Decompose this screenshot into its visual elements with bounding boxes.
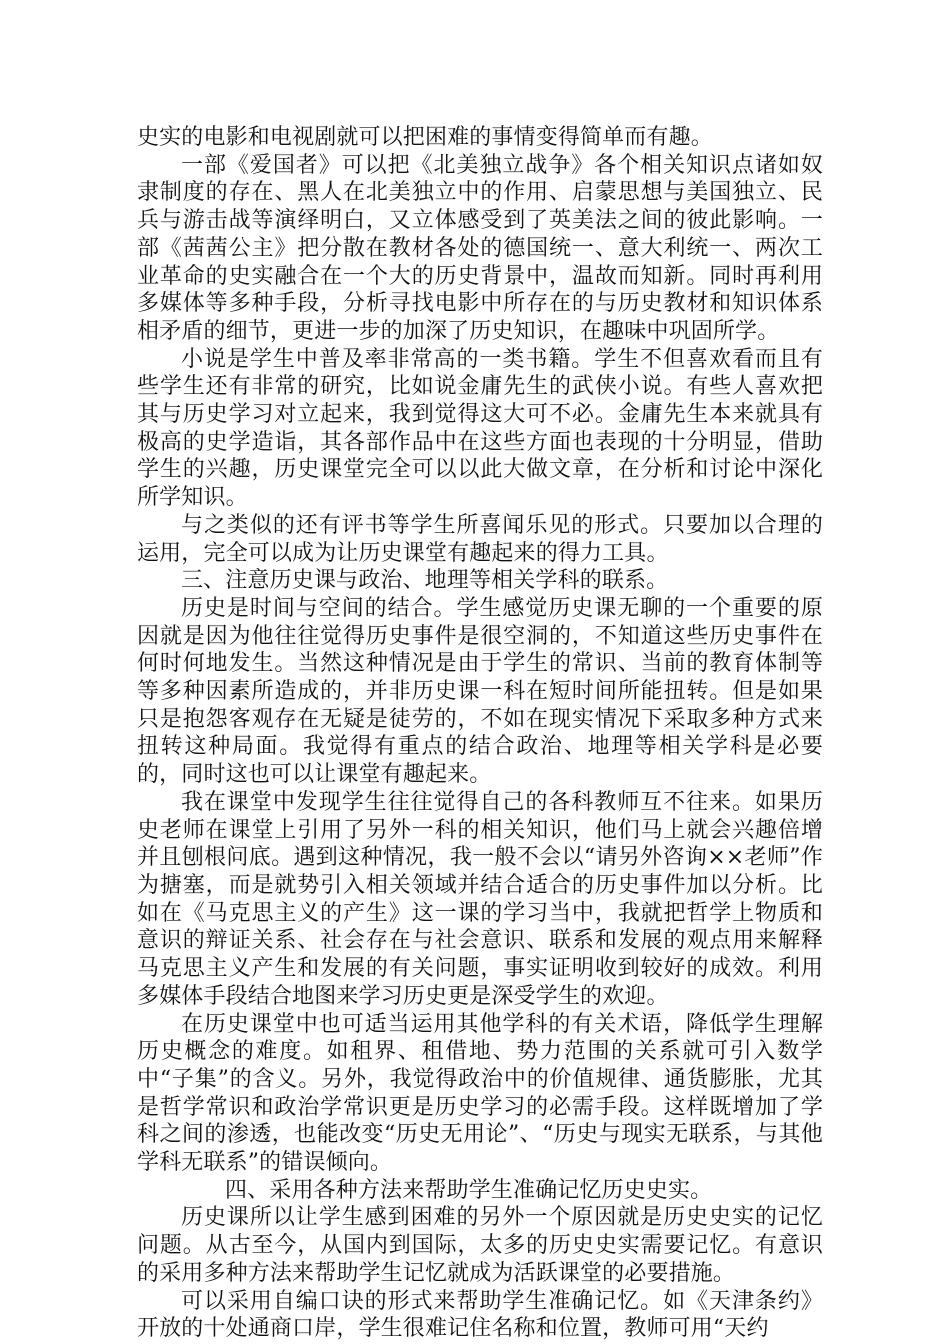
body-text (137, 124, 823, 1343)
paragraph-mnemonic: 可以采用自编口诀的形式来帮助学生准确记忆。如《天津条约》开放的十处通商口岸，学生很难记住名称和位置，教师可用“天约 (137, 1288, 823, 1342)
paragraph-cross-subject: 我在课堂中发现学生往往觉得自己的各科教师互不往来。如果历史老师在课堂上引用了另外一科的相关知识，他们马上就会兴趣倍增并且刨根问底。遇到这种情况，我一般不会以“请另外咨询××老师”作为搪塞，而是就势引入相关领域并结合适合的历史事件加以分析。比如在《马克思主义的产生》这一课的学习当中，我就把哲学上物质和意识的辩证关系、社会存在与社会意识、联系和发展的观点用来解释马克思主义产生和发展的有关问题，事实证明收到较好的成效。利用多媒体手段结合地图来学习历史更是深受学生的欢迎。 (137, 789, 823, 1009)
paragraph-memory-problem: 历史课所以让学生感到困难的另外一个原因就是历史史实的记忆问题。从古至今，从国内到国际，太多的历史史实需要记忆。有意识的采用多种方法来帮助学生记忆就成为活跃课堂的必要措施。 (137, 1205, 823, 1286)
paragraph-time-space: 历史是时间与空间的结合。学生感觉历史课无聊的一个重要的原因就是因为他往往觉得历史事件是很空洞的，不知道这些历史事件在何时何地发生。当然这种情况是由于学生的常识、当前的教育体制等等多种因素所造成的，并非历史课一科在短时间所能扭转。但是如果只是抱怨客观存在无疑是徒劳的，不如在现实情况下采取多种方式来扭转这种局面。我觉得有重点的结合政治、地理等相关学科是必要的，同时这也可以让课堂有趣起来。 (137, 595, 823, 788)
section-heading-four: 四、采用各种方法来帮助学生准确记忆历史史实。 (225, 1177, 713, 1203)
paragraph-patriot-film: 一部《爱国者》可以把《北美独立战争》各个相关知识点诸如奴隶制度的存在、黑人在北美独立中的作用、启蒙思想与美国独立、民兵与游击战等演绎明白，又立体感受到了英美法之间的彼此影响。一部《茜茜公主》把分散在教材各处的德国统一、意大利统一、两次工业革命的史实融合在一个大的历史背景中，温故而知新。同时再利用多媒体等多种手段，分析寻找电影中所存在的与历史教材和知识体系相矛盾的细节，更进一步的加深了历史知识，在趣味中巩固所学。 (137, 152, 823, 344)
paragraph-continuation: 史实的电影和电视剧就可以把困难的事情变得简单而有趣。 (137, 125, 713, 150)
paragraph-novels: 小说是学生中普及率非常高的一类书籍。学生不但喜欢看而且有些学生还有非常的研究，比如说金庸先生的武侠小说。有些人喜欢把其与历史学习对立起来，我到觉得这大可不必。金庸先生本来就具有极高的史学造诣，其各部作品中在这些方面也表现的十分明显，借助学生的兴趣，历史课堂完全可以以此大做文章，在分析和讨论中深化所学知识。 (137, 346, 823, 511)
section-heading-three: 三、注意历史课与政治、地理等相关学科的联系。 (181, 568, 669, 594)
paragraph-storytelling: 与之类似的还有评书等学生所喜闻乐见的形式。只要加以合理的运用，完全可以成为让历史课堂有趣起来的得力工具。 (137, 512, 823, 566)
paragraph-terminology: 在历史课堂中也可适当运用其他学科的有关术语，降低学生理解历史概念的难度。如租界、租借地、势力范围的关系就可引入数学中“子集”的含义。另外，我觉得政治中的价值规律、通货膨胀，尤其是哲学常识和政治学常识更是历史学习的必需手段。这样既增加了学科之间的渗透，也能改变“历史无用论”、“历史与现实无联系，与其他学科无联系”的错误倾向。 (137, 1011, 823, 1176)
